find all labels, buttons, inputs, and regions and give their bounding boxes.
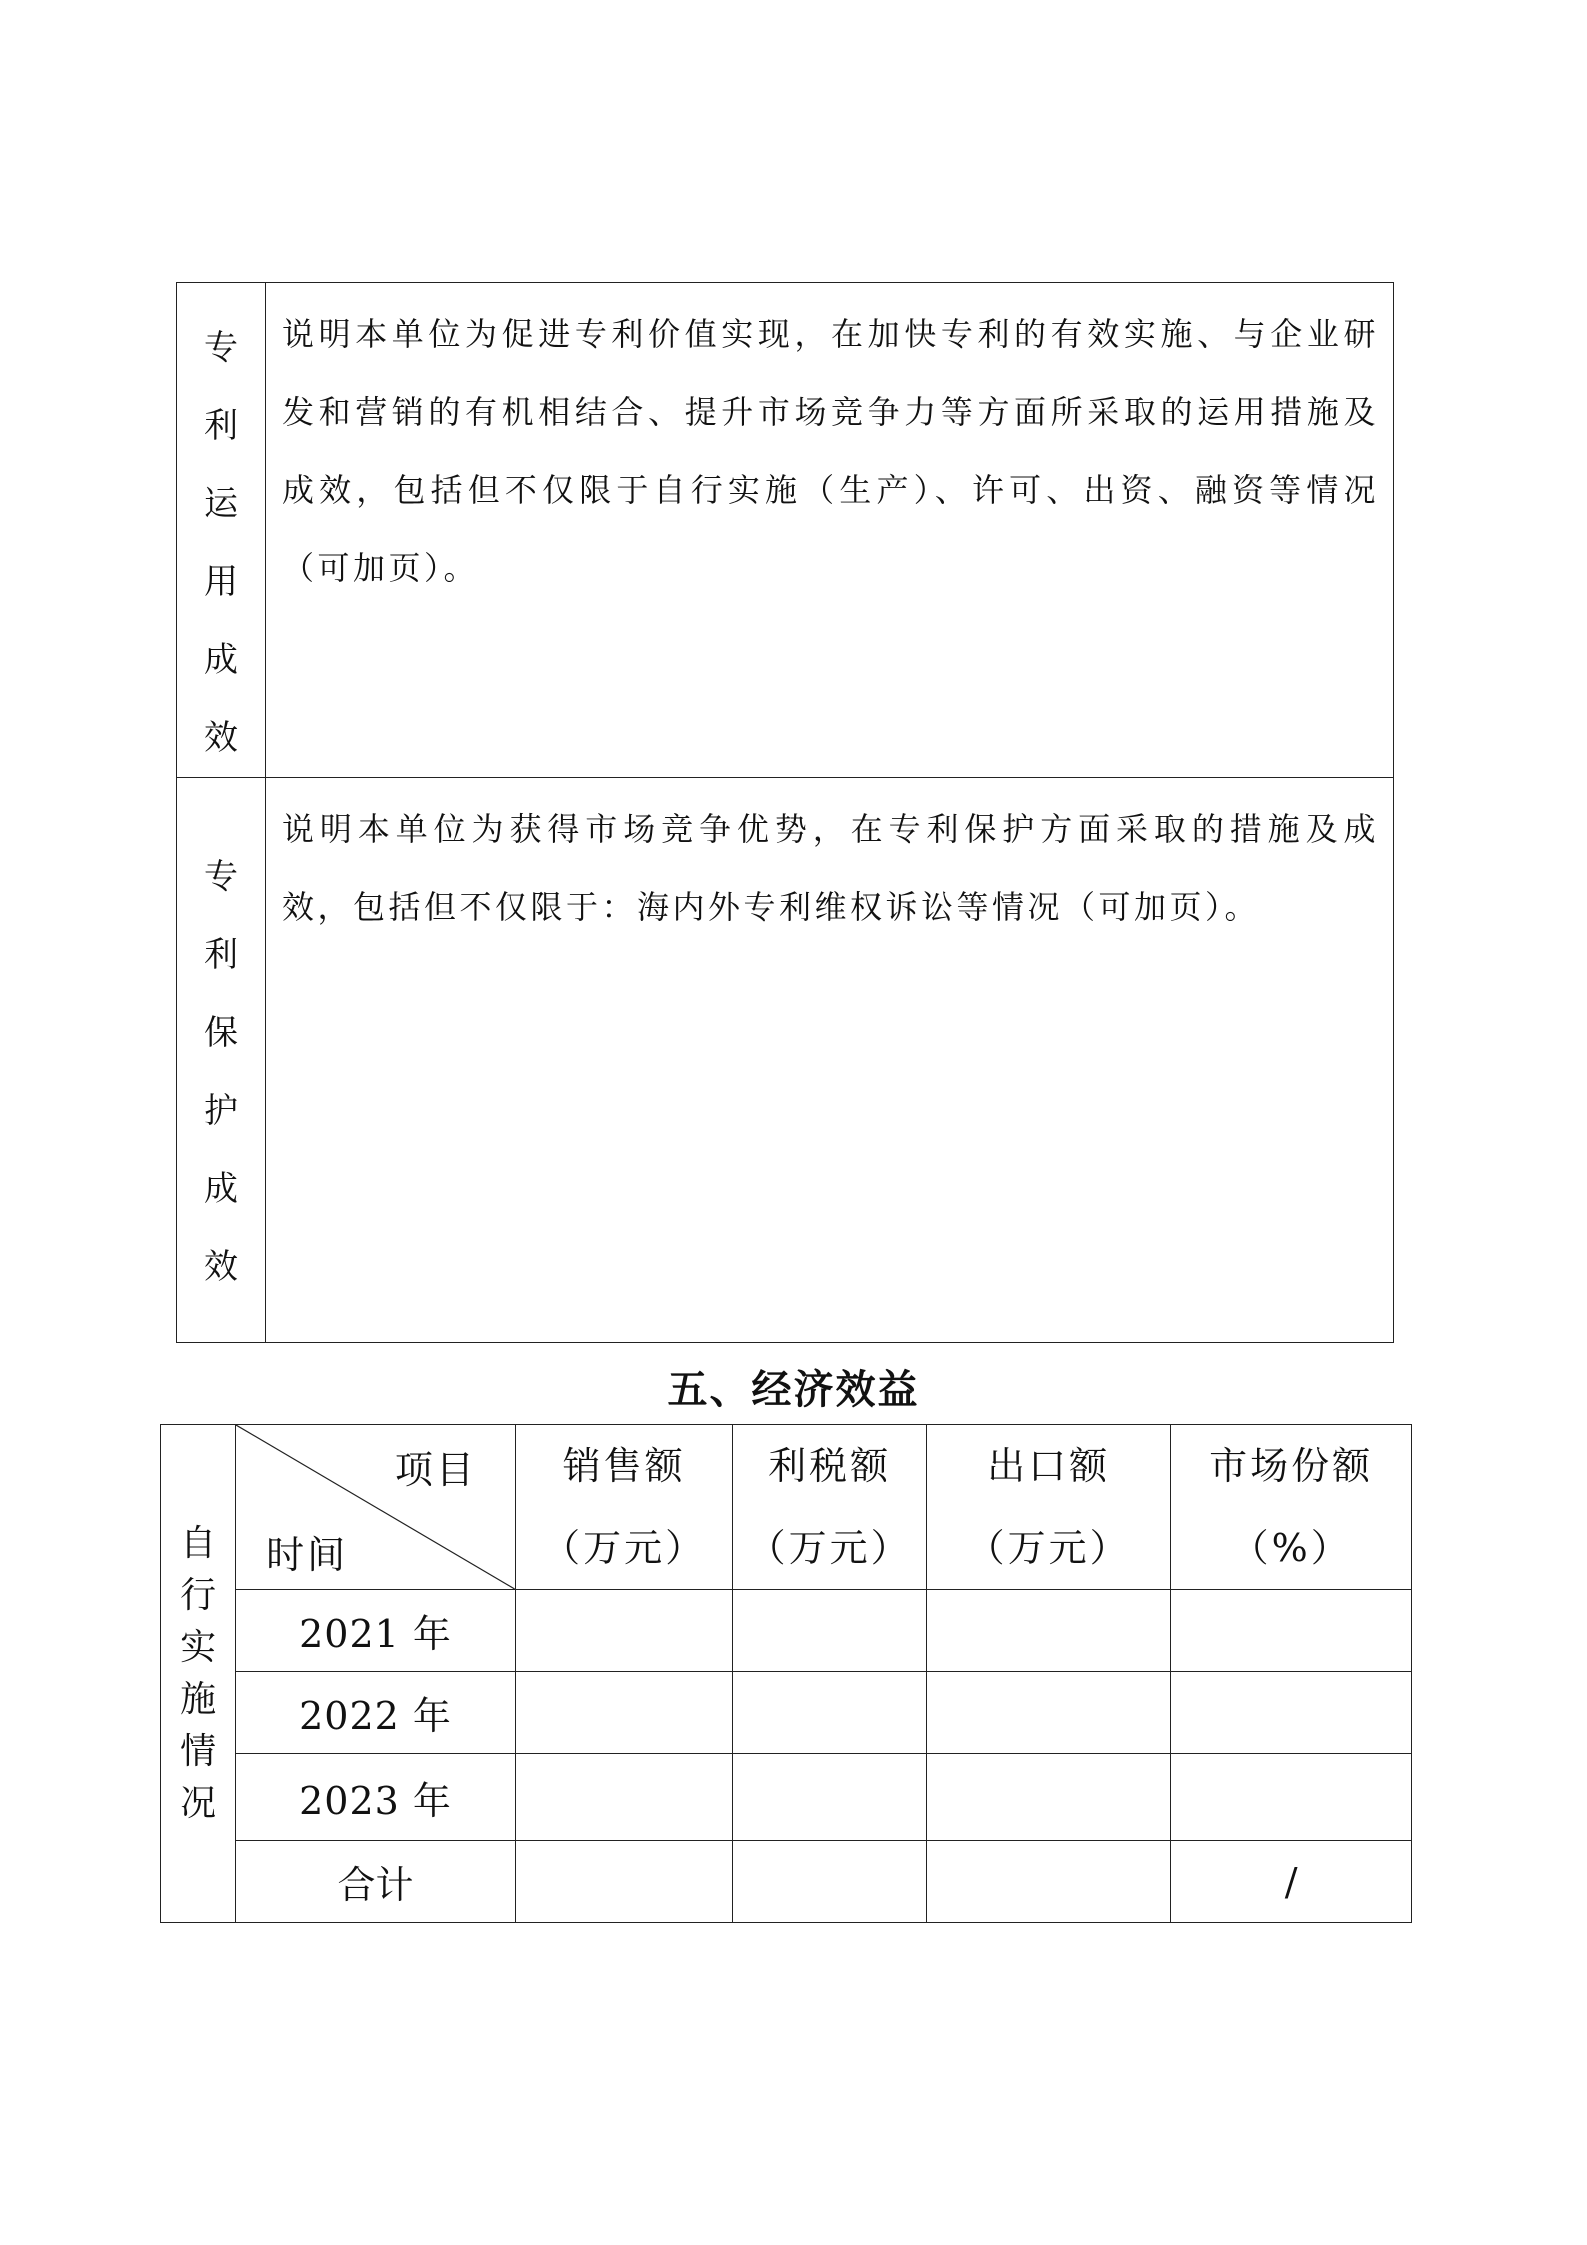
data-cell[interactable] — [926, 1754, 1171, 1841]
patent-protection-content-cell[interactable] — [266, 778, 1394, 1343]
section-title: 五、经济效益 — [667, 1367, 920, 1413]
label-char: 成 — [204, 1169, 238, 1209]
row-label: 2022 年 — [236, 1672, 516, 1754]
column-header-title: 销售额 — [562, 1444, 686, 1488]
data-cell[interactable] — [733, 1841, 926, 1923]
header-time-label: 时间 — [266, 1533, 349, 1577]
label-char: 效 — [204, 1247, 238, 1287]
data-cell[interactable] — [733, 1672, 926, 1754]
patent-protection-row — [177, 778, 1394, 1343]
patent-application-row — [177, 283, 1394, 778]
header-row — [161, 1425, 1412, 1590]
label-char: 行 — [180, 1574, 217, 1616]
data-cell[interactable] — [926, 1841, 1171, 1923]
economic-benefit-table — [160, 1424, 1412, 1923]
label-char: 情 — [180, 1730, 217, 1772]
label-char: 专 — [204, 328, 238, 368]
column-header-export — [926, 1425, 1171, 1590]
patent-protection-description: 说明本单位为获得市场竞争优势，在专利保护方面采取的措施及成效，包括但不仅限于：海内外专利维权诉讼等情况（可加页）。 — [282, 810, 1379, 926]
patent-application-content-cell[interactable] — [266, 283, 1394, 778]
data-cell[interactable] — [515, 1590, 733, 1672]
data-cell[interactable] — [515, 1672, 733, 1754]
label-char: 施 — [180, 1678, 217, 1720]
data-cell[interactable] — [926, 1590, 1171, 1672]
label-char: 利 — [204, 935, 238, 975]
patent-application-label — [177, 283, 265, 777]
table-row — [161, 1672, 1412, 1754]
label-char: 利 — [204, 406, 238, 446]
data-cell[interactable] — [926, 1672, 1171, 1754]
table-row — [161, 1590, 1412, 1672]
label-char: 效 — [204, 718, 238, 758]
data-cell[interactable] — [1171, 1672, 1412, 1754]
label-char: 专 — [204, 857, 238, 897]
patent-application-label-cell — [177, 283, 266, 778]
column-header-title: 利税额 — [768, 1444, 892, 1488]
label-char: 护 — [204, 1091, 238, 1131]
row-label: 2023 年 — [236, 1754, 516, 1841]
data-cell: / — [1171, 1841, 1412, 1923]
row-label: 合计 — [236, 1841, 516, 1923]
data-cell[interactable] — [1171, 1590, 1412, 1672]
column-header-unit: （万元） — [966, 1526, 1131, 1570]
column-header-title: 市场份额 — [1209, 1444, 1374, 1488]
column-header-unit: （万元） — [542, 1526, 707, 1570]
side-label — [161, 1518, 235, 1830]
data-cell[interactable] — [515, 1841, 733, 1923]
label-char: 运 — [204, 484, 238, 524]
patent-application-description: 说明本单位为促进专利价值实现，在加快专利的有效实施、与企业研发和营销的有机相结合、提升市场竞争力等方面所采取的运用措施及成效，包括但不仅限于自行实施（生产）、许可、出资、融资等情况（可加页）。 — [282, 315, 1379, 587]
label-char: 用 — [204, 562, 238, 602]
label-char: 保 — [204, 1013, 238, 1053]
label-char: 实 — [180, 1626, 217, 1668]
table-row — [161, 1754, 1412, 1841]
header-item-label: 项目 — [394, 1448, 477, 1492]
patent-protection-label-cell — [177, 778, 266, 1343]
label-char: 自 — [180, 1522, 217, 1564]
data-cell[interactable] — [515, 1754, 733, 1841]
column-header-unit: （万元） — [747, 1526, 912, 1570]
column-header-market-share — [1171, 1425, 1412, 1590]
data-cell[interactable] — [1171, 1754, 1412, 1841]
patent-description-table — [176, 282, 1394, 1343]
data-cell[interactable] — [733, 1754, 926, 1841]
diagonal-header-cell — [236, 1425, 516, 1590]
column-header-profit-tax — [733, 1425, 926, 1590]
total-row — [161, 1841, 1412, 1923]
side-label-cell — [161, 1425, 236, 1923]
column-header-unit: （%） — [1230, 1526, 1352, 1570]
data-cell[interactable] — [733, 1590, 926, 1672]
label-char: 况 — [180, 1782, 217, 1824]
column-header-title: 出口额 — [987, 1444, 1111, 1488]
patent-protection-label — [177, 778, 265, 1306]
column-header-sales — [515, 1425, 733, 1590]
label-char: 成 — [204, 640, 238, 680]
row-label: 2021 年 — [236, 1590, 516, 1672]
